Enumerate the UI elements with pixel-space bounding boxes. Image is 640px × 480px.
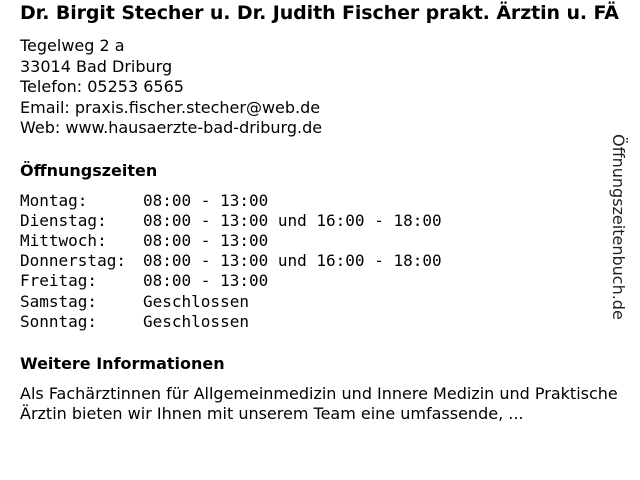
hours-row-wednesday: [20, 231, 620, 251]
site-branding-label: Öffnungszeitenbuch.de: [609, 134, 628, 320]
hours-day: Montag:: [20, 190, 88, 210]
address-street: Tegelweg 2 a: [20, 36, 125, 55]
hours-row-friday: [20, 271, 620, 291]
hours-row-sunday: [20, 312, 620, 332]
hours-day: Freitag:: [20, 271, 98, 291]
further-info-text: Als Fachärztinnen für Allgemeinmedizin und Innere Medizin und Praktische Ärztin bieten wir Ihnen mit unserem Team eine umfassende, ...: [20, 383, 618, 423]
hours-day: Sonntag:: [20, 311, 98, 331]
hours-day: Mittwoch:: [20, 230, 107, 250]
opening-hours-table: [20, 191, 620, 332]
hours-row-monday: [20, 191, 620, 211]
hours-time: Geschlossen: [143, 311, 249, 331]
practice-card: [20, 0, 620, 424]
address-city: 33014 Bad Driburg: [20, 56, 173, 76]
hours-row-saturday: [20, 292, 620, 312]
further-info-heading: Weitere Informationen: [20, 353, 225, 373]
hours-row-thursday: [20, 251, 620, 271]
hours-time: 08:00 - 13:00 und 16:00 - 18:00: [143, 210, 442, 230]
address-email: Email: praxis.fischer.stecher@web.de: [20, 97, 321, 117]
address-phone: Telefon: 05253 6565: [20, 77, 184, 96]
opening-hours-heading: Öffnungszeiten: [20, 160, 158, 180]
hours-day: Donnerstag:: [20, 251, 126, 271]
hours-row-tuesday: [20, 211, 620, 231]
address-web: Web: www.hausaerzte-bad-driburg.de: [20, 118, 323, 137]
practice-title: Dr. Birgit Stecher u. Dr. Judith Fischer prakt. Ärztin u. FÄ: [20, 2, 619, 24]
hours-time: Geschlossen: [143, 291, 249, 311]
hours-time: 08:00 - 13:00: [143, 230, 269, 250]
hours-day: Samstag:: [20, 291, 98, 311]
hours-time: 08:00 - 13:00: [143, 271, 269, 291]
hours-time: 08:00 - 13:00: [143, 190, 269, 210]
address-block: [20, 36, 620, 139]
hours-time: 08:00 - 13:00 und 16:00 - 18:00: [143, 251, 442, 271]
hours-day: Dienstag:: [20, 210, 107, 230]
